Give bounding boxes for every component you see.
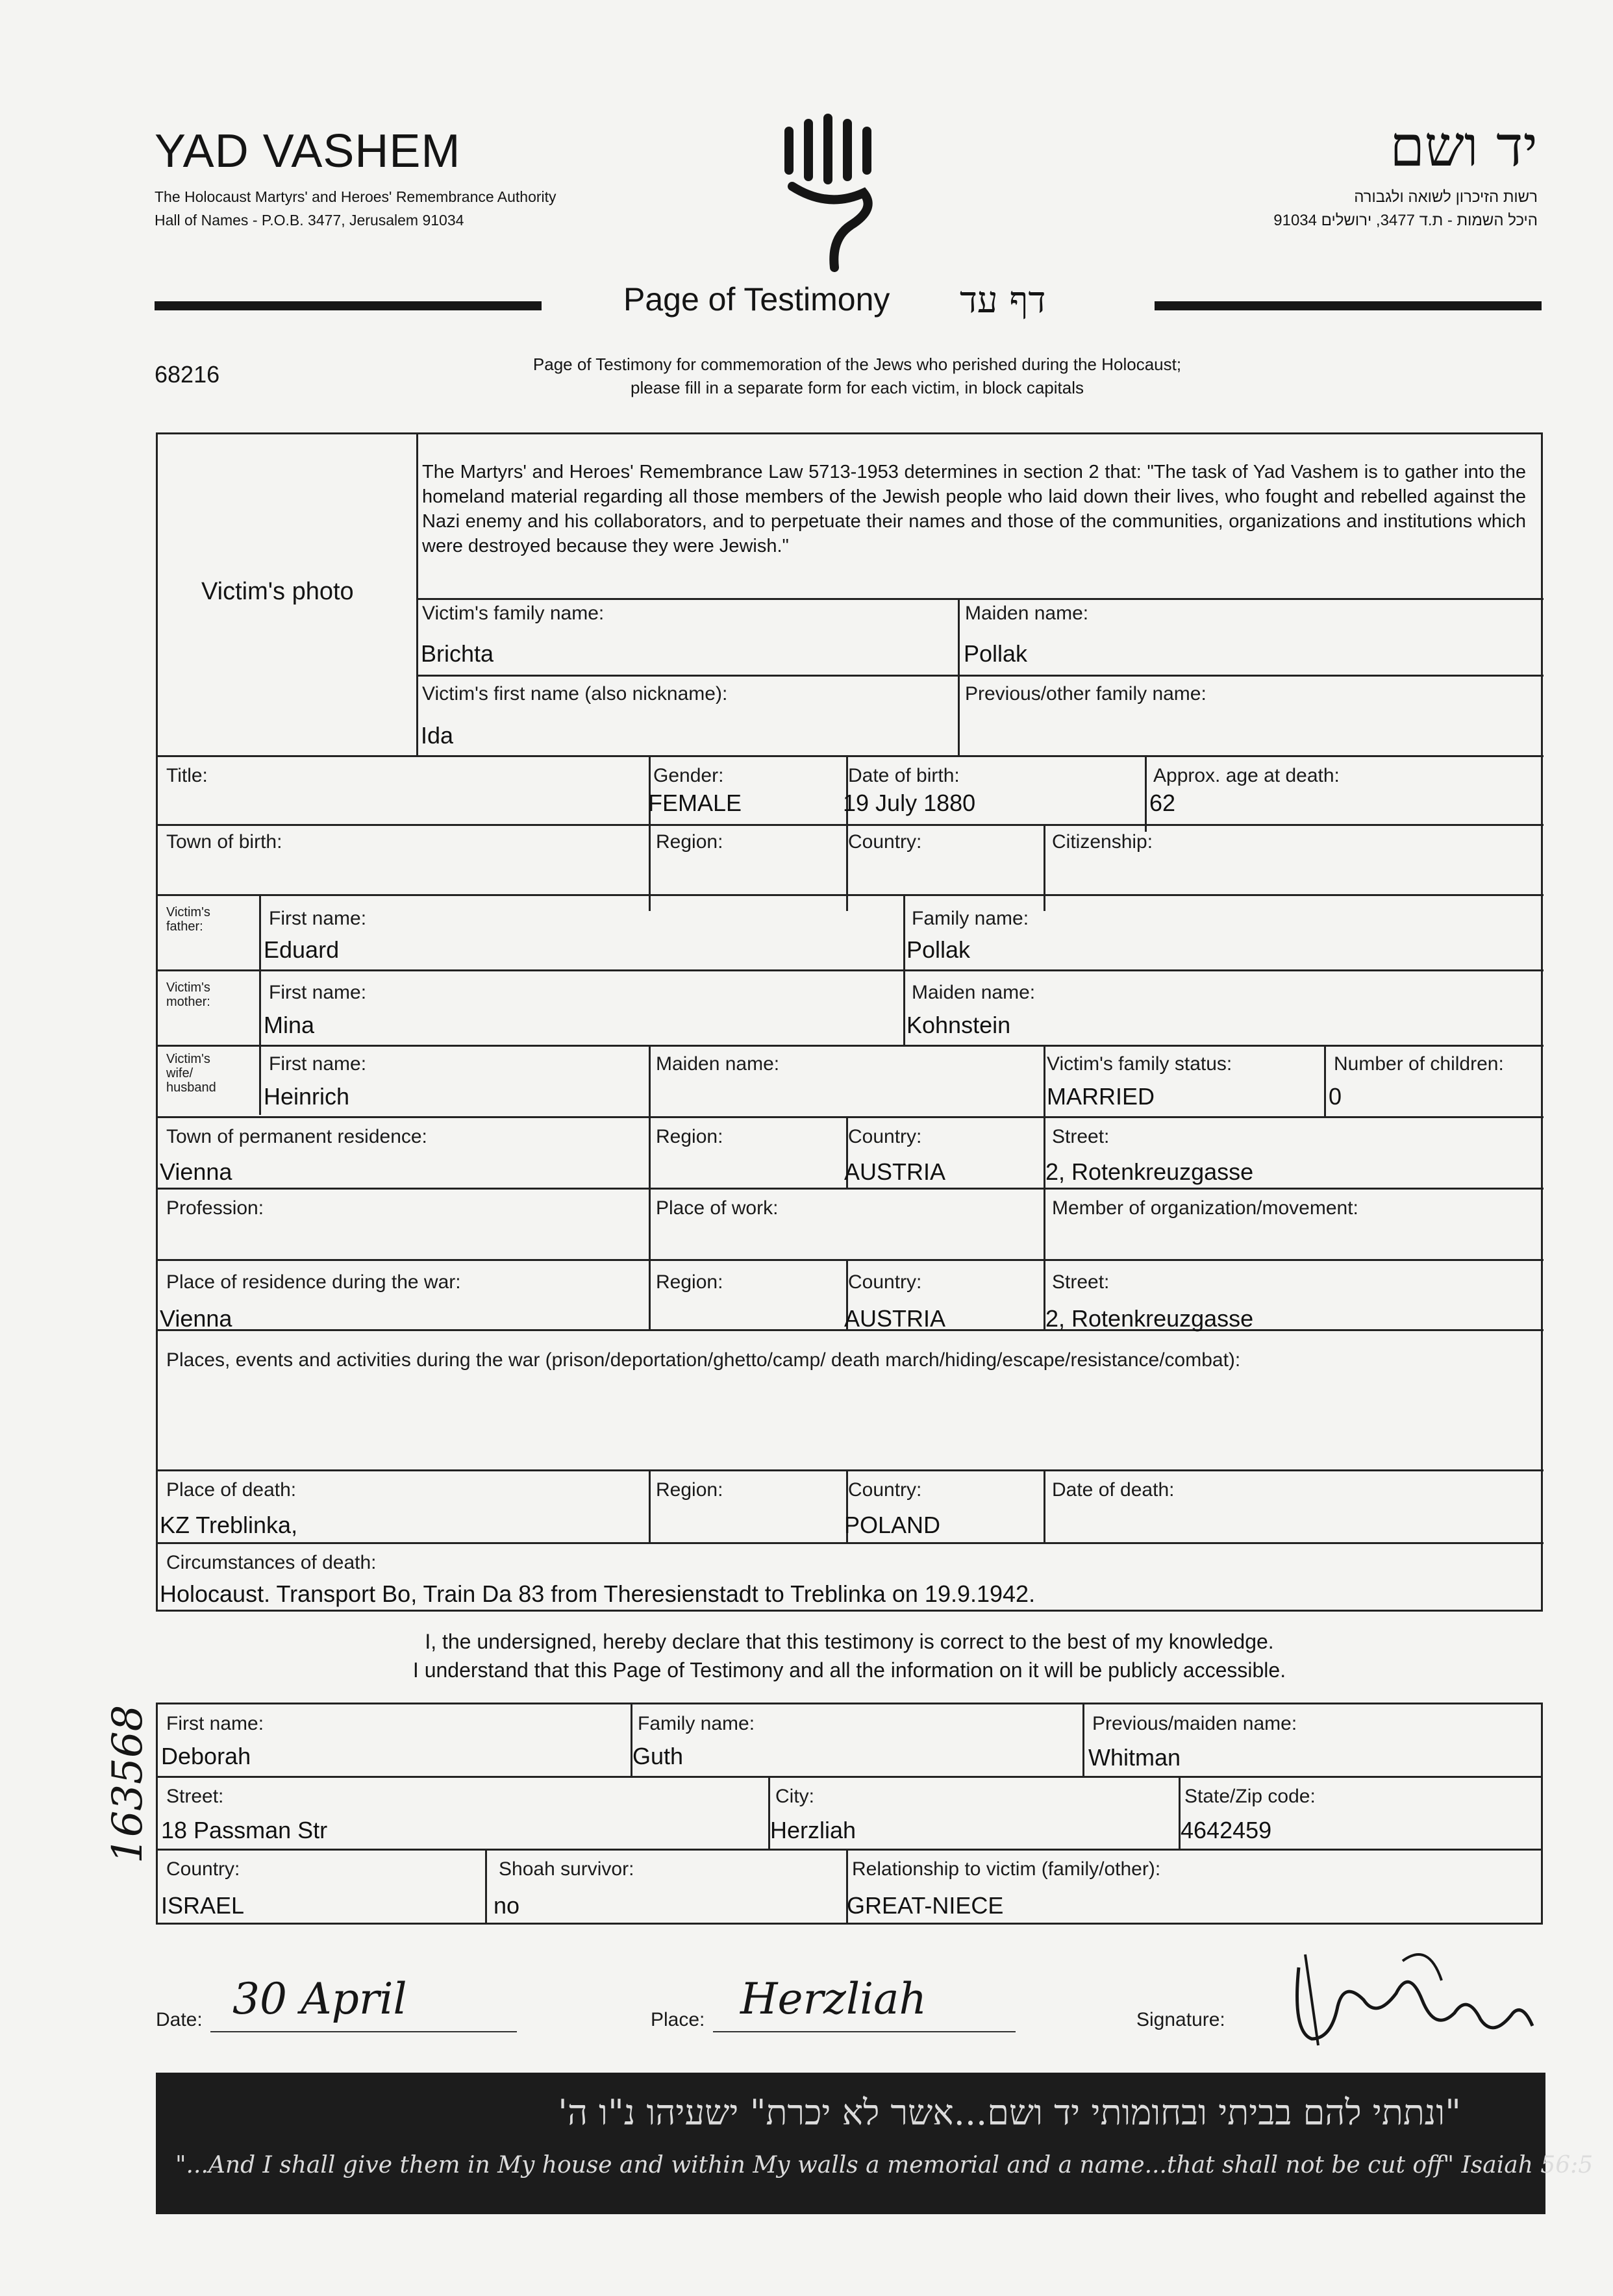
town-residence-label: Town of permanent residence: <box>166 1126 427 1147</box>
gender-label: Gender: <box>653 765 724 786</box>
victim-age-death: 62 <box>1149 790 1176 816</box>
region-death-label: Region: <box>656 1479 723 1501</box>
spouse-maiden-label: Maiden name: <box>656 1053 780 1075</box>
victim-war-country: AUSTRIA <box>844 1305 946 1332</box>
father-family-label: Family name: <box>912 908 1029 929</box>
member-org-label: Member of organization/movement: <box>1052 1197 1358 1219</box>
submitter-country: ISRAEL <box>161 1892 245 1919</box>
declaration <box>156 1627 1543 1684</box>
spouse-first-name: Heinrich <box>264 1083 350 1110</box>
mother-maiden-name: Kohnstein <box>907 1012 1011 1038</box>
date-death-label: Date of death: <box>1052 1479 1175 1501</box>
spouse-label: Victim's wife/ husband <box>166 1052 216 1095</box>
places-events-label: Places, events and activities during the war (prison/deportation/ghetto/camp/ death march/hiding/escape/resistance/combat): <box>166 1349 1241 1371</box>
place-underline <box>713 2031 1016 2032</box>
footer-banner <box>156 2073 1594 2214</box>
victim-death-place: KZ Treblinka, <box>160 1512 298 1538</box>
submitter-state-zip-label: State/Zip code: <box>1184 1786 1316 1807</box>
profession-label: Profession: <box>166 1197 264 1219</box>
victim-death-country: POLAND <box>844 1512 941 1538</box>
victim-family-status: MARRIED <box>1047 1083 1155 1110</box>
intro-line-2: please fill in a separate form for each victim, in block capitals <box>631 378 1084 397</box>
submitter-city: Herzliah <box>770 1817 857 1843</box>
victim-dob: 19 July 1880 <box>843 790 976 816</box>
title-label: Title: <box>166 765 208 786</box>
submitter-table <box>156 1703 1543 1925</box>
submitter-state-zip: 4642459 <box>1181 1817 1272 1843</box>
street-war-label: Street: <box>1052 1271 1110 1293</box>
declaration-line-2: I understand that this Page of Testimony and all the information on it will be publicly accessible. <box>412 1658 1286 1682</box>
family-status-label: Victim's family status: <box>1047 1053 1232 1075</box>
declaration-line-1: I, the undersigned, hereby declare that this testimony is correct to the best of my knowledge. <box>425 1630 1274 1653</box>
form-title-en: Page of Testimony <box>623 281 890 318</box>
num-children-label: Number of children: <box>1334 1053 1504 1075</box>
handwritten-place: Herzliah <box>740 1974 927 2024</box>
victim-family-name: Brichta <box>421 640 494 667</box>
family-name-label: Victim's family name: <box>422 603 605 624</box>
intro-text <box>403 353 1312 399</box>
form-title-he: דף עד <box>960 279 1046 321</box>
signature-label: Signature: <box>1136 2009 1225 2030</box>
mother-first-name: Mina <box>264 1012 315 1038</box>
maiden-name-label: Maiden name: <box>965 603 1089 624</box>
street-res-label: Street: <box>1052 1126 1110 1147</box>
mother-first-label: First name: <box>269 982 367 1003</box>
father-label: Victim's father: <box>166 905 210 934</box>
submitter-family-name: Guth <box>632 1743 684 1769</box>
father-family-name: Pollak <box>907 936 971 963</box>
form-table <box>156 432 1543 1612</box>
victim-res-town: Vienna <box>160 1158 232 1185</box>
header-divider-left <box>155 301 542 310</box>
circumstances-label: Circumstances of death: <box>166 1552 377 1573</box>
country-war-label: Country: <box>848 1271 922 1293</box>
place-work-label: Place of work: <box>656 1197 779 1219</box>
intro-line-1: Page of Testimony for commemoration of the Jews who perished during the Holocaust; <box>532 355 1182 374</box>
prev-family-name-label: Previous/other family name: <box>965 683 1207 705</box>
header-divider-right <box>1155 301 1542 310</box>
law-text: The Martyrs' and Heroes' Remembrance Law 5713-1953 determines in section 2 that: "The task of Yad Vashem is to gather into the homeland material regarding all those members of the Jewish people who laid down their lives, who fought and rebelled against the Nazi enemy and his collaborators, and to perpetuate their names and those of the communities, organizations and institutions which were destroyed because they were Jewish." <box>422 462 1526 556</box>
submitter-relationship: GREAT-NIECE <box>847 1892 1004 1919</box>
mother-label: Victim's mother: <box>166 980 210 1009</box>
submitter-street-label: Street: <box>166 1786 224 1807</box>
address-en: Hall of Names - P.O.B. 3477, Jerusalem 91034 <box>155 212 464 229</box>
country-birth-label: Country: <box>848 831 922 853</box>
first-name-nick-label: Victim's first name (also nickname): <box>422 683 728 705</box>
relationship-label: Relationship to victim (family/other): <box>852 1858 1161 1880</box>
victim-num-children: 0 <box>1329 1083 1342 1110</box>
victim-maiden-name: Pollak <box>964 640 1028 667</box>
father-first-label: First name: <box>269 908 367 929</box>
submitter-first-label: First name: <box>166 1713 264 1734</box>
victim-circumstances: Holocaust. Transport Bo, Train Da 83 from Theresienstadt to Treblinka on 19.9.1942. <box>160 1580 1036 1607</box>
submitter-street: 18 Passman Str <box>161 1817 328 1843</box>
footer-hebrew-verse: "ונתתי להם בביתי ובחומותי יד ושם...אשר לא יכרת" ישעיהו נ"ו ה' <box>558 2092 1461 2133</box>
place-death-label: Place of death: <box>166 1479 297 1501</box>
submitter-shoah-survivor: no <box>494 1892 520 1919</box>
menorah-logo-icon <box>779 112 890 274</box>
submitter-prev-maiden-label: Previous/maiden name: <box>1092 1713 1297 1734</box>
citizenship-label: Citizenship: <box>1052 831 1153 853</box>
region-res-label: Region: <box>656 1126 723 1147</box>
victim-res-street: 2, Rotenkreuzgasse <box>1045 1158 1254 1185</box>
authority-name-he: רשות הזיכרון לשואה ולגבורה <box>1354 188 1538 206</box>
address-he: היכל השמות - ת.ד 3477, ירושלים 91034 <box>1273 212 1538 229</box>
footer-english-verse: "...And I shall give them in My house and within My walls a memorial and a name...that shall not be cut off" Isaiah 56:5 <box>175 2152 1594 2178</box>
region-war-label: Region: <box>656 1271 723 1293</box>
spouse-first-label: First name: <box>269 1053 367 1075</box>
country-res-label: Country: <box>848 1126 922 1147</box>
authority-name-en: The Holocaust Martyrs' and Heroes' Remembrance Authority <box>155 188 556 205</box>
town-birth-label: Town of birth: <box>166 831 282 853</box>
handwritten-side-number: 163568 <box>104 1704 152 1864</box>
date-underline <box>210 2031 517 2032</box>
region-birth-label: Region: <box>656 831 723 853</box>
org-name-en: YAD VASHEM <box>155 125 461 177</box>
residence-war-label: Place of residence during the war: <box>166 1271 461 1293</box>
submitter-first-name: Deborah <box>161 1743 251 1769</box>
victim-war-street: 2, Rotenkreuzgasse <box>1045 1305 1254 1332</box>
place-label: Place: <box>651 2009 705 2030</box>
date-label: Date: <box>156 2009 203 2030</box>
handwritten-date: 30 April <box>232 1974 407 2024</box>
submitter-city-label: City: <box>775 1786 814 1807</box>
submitter-prev-maiden: Whitman <box>1088 1744 1181 1771</box>
mother-maiden-label: Maiden name: <box>912 982 1036 1003</box>
father-first-name: Eduard <box>264 936 340 963</box>
country-death-label: Country: <box>848 1479 922 1501</box>
form-number: 68216 <box>155 361 220 388</box>
org-name-he: יד ושם <box>1390 114 1538 179</box>
victim-photo-label: Victim's photo <box>201 578 354 605</box>
age-death-label: Approx. age at death: <box>1153 765 1340 786</box>
shoah-survivor-label: Shoah survivor: <box>499 1858 634 1880</box>
dob-label: Date of birth: <box>848 765 960 786</box>
submitter-country-label: Country: <box>166 1858 240 1880</box>
victim-res-country: AUSTRIA <box>844 1158 946 1185</box>
victim-first-name: Ida <box>421 722 454 749</box>
victim-gender: FEMALE <box>648 790 742 816</box>
submitter-family-label: Family name: <box>638 1713 755 1734</box>
handwritten-signature-icon <box>1273 1941 1545 2058</box>
victim-war-town: Vienna <box>160 1305 232 1332</box>
